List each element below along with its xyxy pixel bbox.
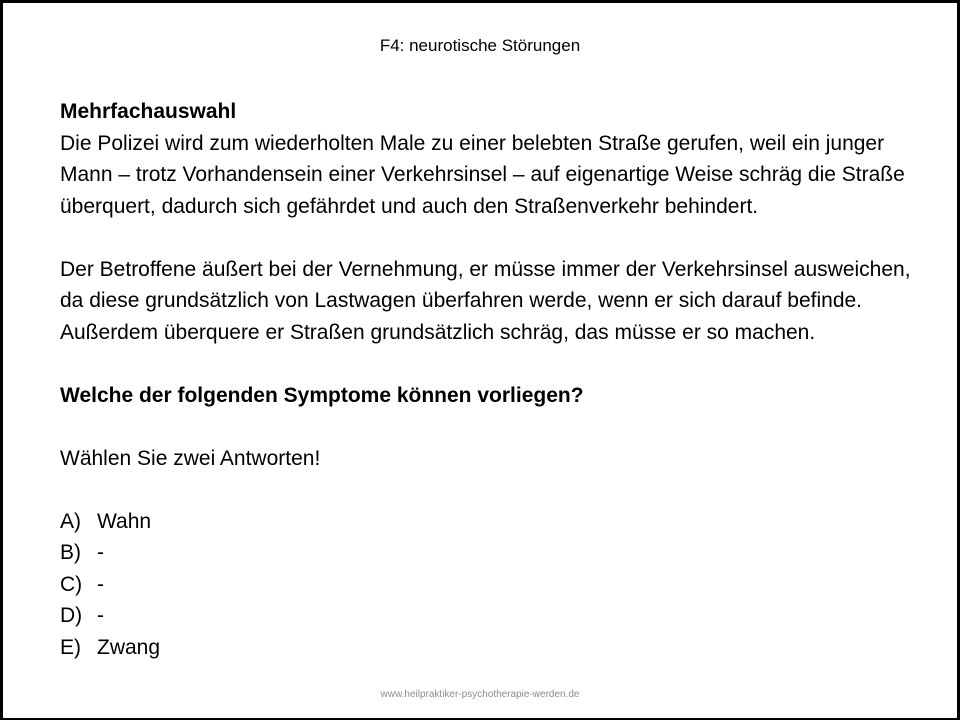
option-letter: A) xyxy=(60,509,81,533)
answer-instruction: Wählen Sie zwei Antworten! xyxy=(60,446,321,470)
spacer xyxy=(60,222,930,254)
option-text: - xyxy=(97,541,104,564)
footer-website: www.heilpraktiker-psychotherapie-werden.de xyxy=(380,689,580,700)
option-text: Zwang xyxy=(97,635,161,659)
case-paragraph-2: Der Betroffene äußert bei der Vernehmung, er müsse immer der Verkehrsinsel ausweichen, da diese grundsätzlich von Lastwagen überfahren werde, wenn er sich darauf befinde. Außerdem überquere er Straßen grundsätzlich schräg, das müsse er so machen. xyxy=(60,257,911,344)
question-prompt: Welche der folgenden Symptome können vorliegen? xyxy=(60,383,584,407)
question-type-label: Mehrfachauswahl xyxy=(60,100,237,123)
slide xyxy=(3,3,957,718)
question-content xyxy=(60,96,930,663)
spacer xyxy=(60,348,930,380)
option-letter: E) xyxy=(60,635,81,659)
option-letter: C) xyxy=(60,572,83,596)
case-paragraph-1: Die Polizei wird zum wiederholten Male zu einer belebten Straße gerufen, weil ein junger Mann – trotz Vorhandensein einer Verkehrsinsel – auf eigenartige Weise schräg die Straße überquert, dadurch sich gefährdet und auch den Straßenverkehr behindert. xyxy=(60,131,905,218)
answer-option-c xyxy=(60,569,930,601)
answer-option-e xyxy=(60,632,930,664)
answer-options-list xyxy=(60,506,930,664)
option-letter: B) xyxy=(60,541,81,564)
option-text: - xyxy=(97,572,104,596)
answer-option-d xyxy=(60,600,930,632)
answer-option-b xyxy=(60,537,930,569)
spacer xyxy=(60,474,930,506)
option-text: - xyxy=(97,604,104,627)
option-letter: D) xyxy=(60,604,83,627)
answer-option-a xyxy=(60,506,930,538)
option-text: Wahn xyxy=(97,509,152,533)
slide-header-title: F4: neurotische Störungen xyxy=(379,36,581,55)
spacer xyxy=(60,411,930,443)
